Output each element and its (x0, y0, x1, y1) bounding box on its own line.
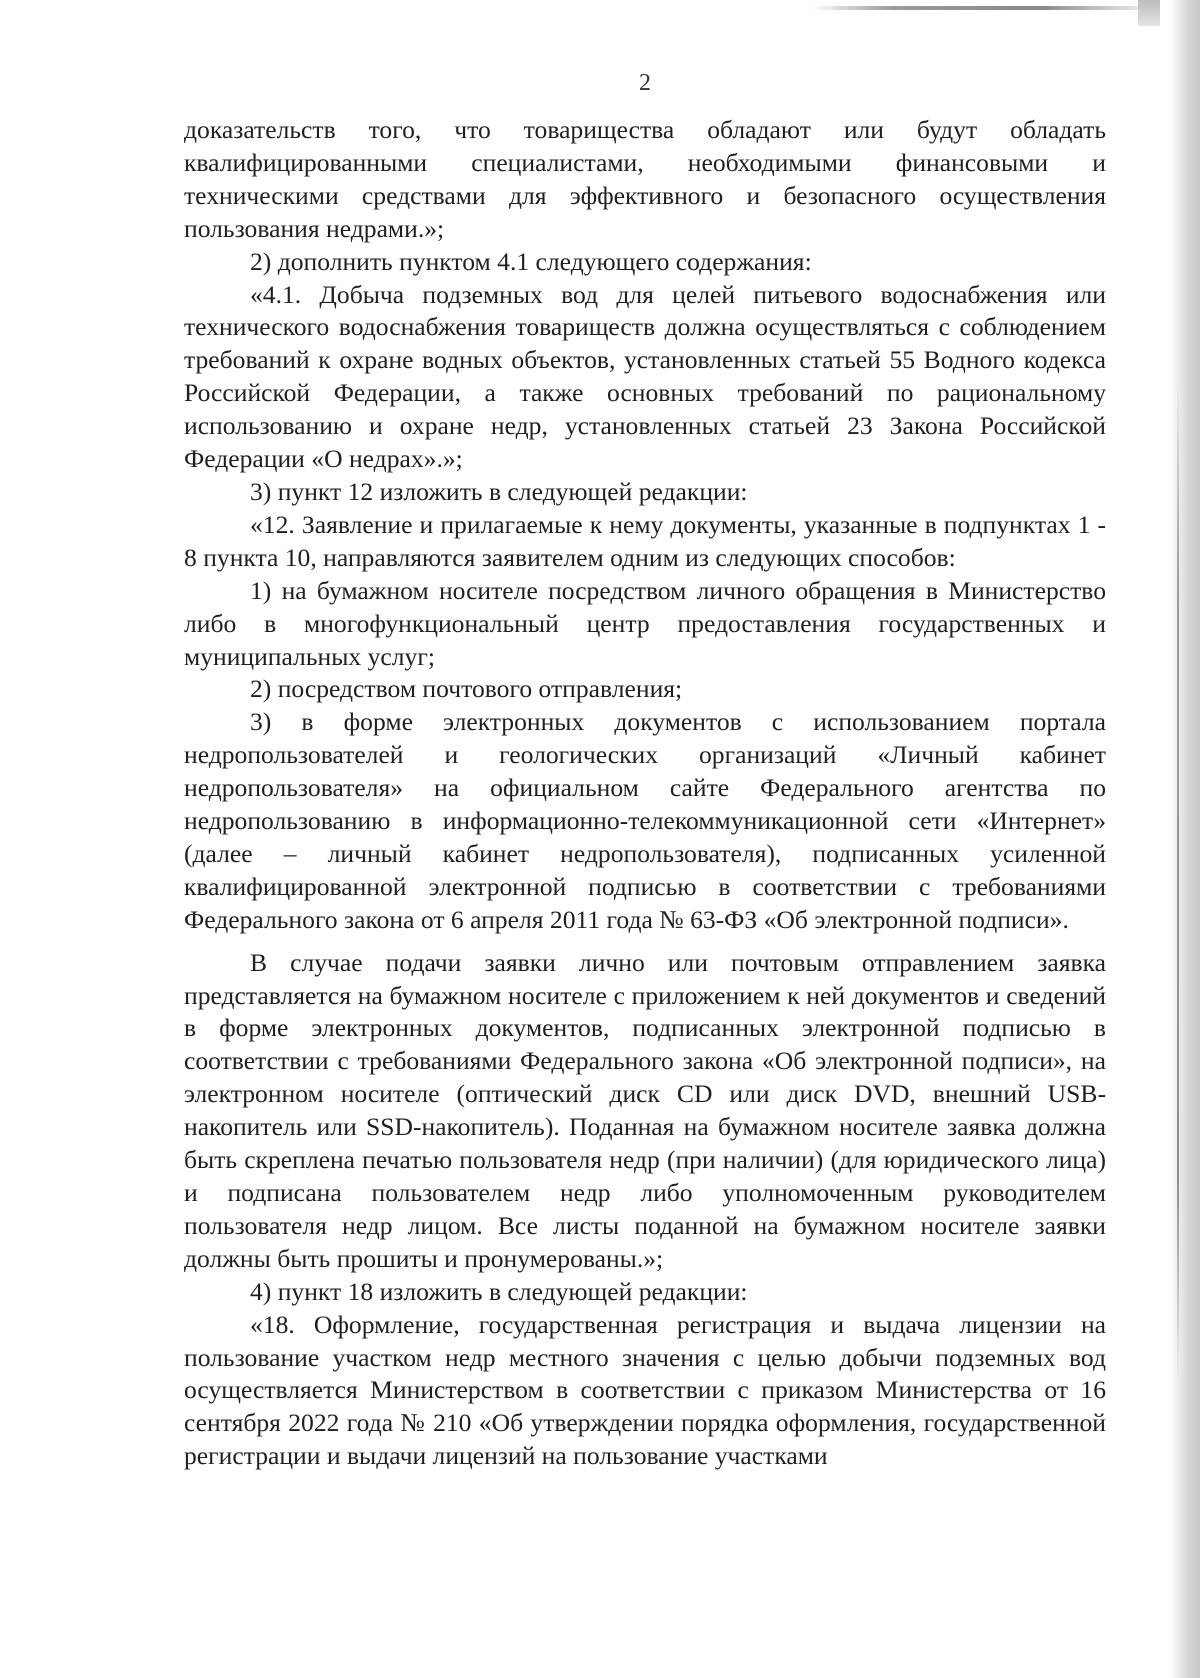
paragraph-submission-paper: 1) на бумажном носителе посредством личного обращения в Министерство либо в многофункциональный центр предоставления государственных и муниципальных услуг; (184, 575, 1106, 671)
paragraph-clause-18: «18. Оформление, государственная регистрация и выдача лицензии на пользование участком недр местного значения с целью добычи подземных вод осуществляется Министерством в соответствии с приказом Министерства от 16 сентября 2022 года № 210 «Об утверждении порядка оформления, государственной регистрации и выдачи лицензий на пользование участками (184, 1309, 1106, 1471)
paragraph-personal-submission-rules: В случае подачи заявки лично или почтовым отправлением заявка представляется на бумажном носителе с приложением к ней документов и сведений в форме электронных документов, подписанных электронной подписью в соответствии с требованиями Федерального закона «Об электронной подписи», на электронном носителе (оптический диск CD или диск DVD, внешний USB-накопитель или SSD-накопитель). Поданная на бумажном носителе заявка должна быть скреплена печатью пользователя недр (при наличии) (для юридического лица) и подписана пользователем недр либо уполномоченным руководителем пользователя недр лицом. Все листы поданной на бумажном носителе заявки должны быть прошиты и пронумерованы.»; (184, 947, 1106, 1273)
paragraph-item-2-heading: 2) дополнить пунктом 4.1 следующего содержания: (250, 246, 812, 276)
paragraph-clause-12: «12. Заявление и прилагаемые к нему документы, указанные в подпунктах 1 - 8 пункта 10, направляются заявителем одним из следующих способов: (184, 509, 1106, 572)
scan-edge-right (1170, 0, 1200, 1678)
paragraph-submission-post: 2) посредством почтового отправления; (250, 674, 683, 704)
document-body (184, 114, 1106, 1473)
paragraph-submission-electronic: 3) в форме электронных документов с использованием портала недропользователей и геологических организаций «Личный кабинет недропользователя» на официальном сайте Федерального агентства по недропользованию в информационно-телекоммуникационной сети «Интернет» (далее – личный кабинет недропользователя), подписанных усиленной квалифицированной электронной подписью в соответствии с требованиями Федерального закона от 6 апреля 2011 года № 63-ФЗ «Об электронной подписи». (184, 707, 1106, 934)
scan-edge-top (810, 6, 1140, 10)
paragraph-qualification-evidence: доказательств того, что товарищества обладают или будут обладать квалифицированными специалистами, необходимыми финансовыми и техническими средствами для эффективного и безопасного осуществления пользования недрами.»; (184, 115, 1106, 243)
paragraph-item-4-heading: 4) пункт 18 изложить в следующей редакции: (250, 1276, 748, 1306)
paragraph-clause-4-1: «4.1. Добыча подземных вод для целей питьевого водоснабжения или технического водоснабжения товариществ должна осуществляться с соблюдением требований к охране водных объектов, установленных статьей 55 Водного кодекса Российской Федерации, а также основных требований по рациональному использованию и охране недр, установленных статьей 23 Закона Российской Федерации «О недрах».»; (184, 279, 1106, 474)
page-number: 2 (639, 70, 651, 96)
paragraph-item-3-heading: 3) пункт 12 изложить в следующей редакции: (250, 476, 748, 506)
scan-fold-line (1177, 380, 1179, 1380)
scan-corner-top-right (1138, 0, 1160, 26)
